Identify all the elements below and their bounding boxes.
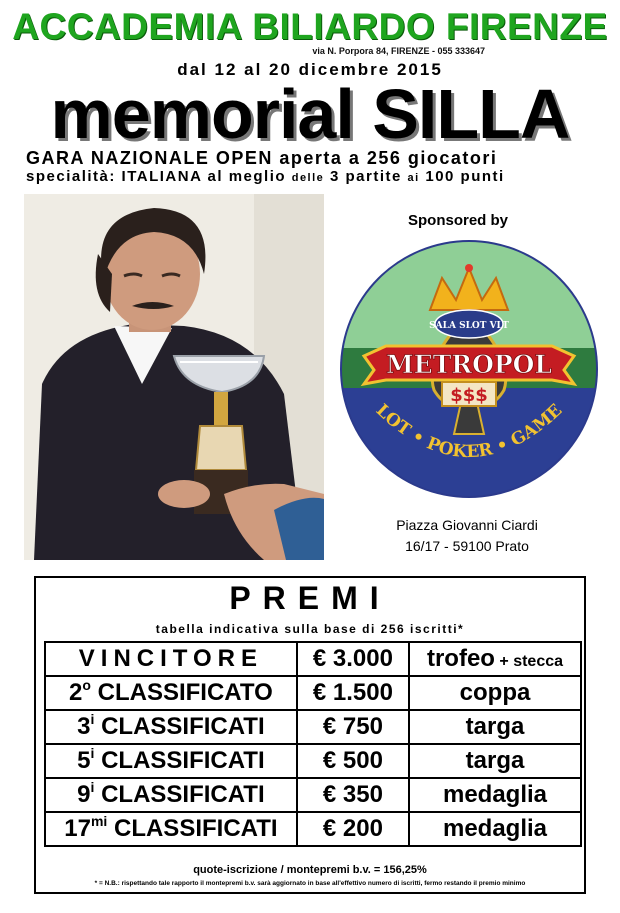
quote-note: quote-iscrizione / montepremi b.v. = 156,25% bbox=[193, 864, 427, 876]
table-row bbox=[45, 744, 581, 778]
sponsor-address-line1: Piazza Giovanni Ciardi bbox=[396, 517, 538, 533]
position-suffix: i bbox=[90, 779, 95, 795]
position-suffix: i bbox=[90, 745, 95, 761]
position-number: 17 bbox=[64, 815, 91, 842]
prize-award bbox=[409, 642, 581, 676]
position-number: 2 bbox=[69, 679, 83, 706]
specialty-part: specialità: ITALIANA al meglio bbox=[26, 168, 287, 185]
specialty-part: delle bbox=[291, 172, 325, 184]
event-specialty bbox=[26, 168, 505, 185]
specialty-part: 3 partite bbox=[329, 168, 402, 185]
header-title: ACCADEMIA BILIARDO FIRENZE bbox=[12, 6, 608, 47]
prize-award: targa bbox=[409, 710, 581, 744]
prize-amount: € 350 bbox=[297, 778, 409, 812]
logo-name-text: METROPOL bbox=[385, 350, 553, 379]
position-label: CLASSIFICATI bbox=[94, 747, 265, 774]
specialty-part: ai bbox=[407, 172, 420, 184]
prize-amount: € 3.000 bbox=[297, 642, 409, 676]
metropol-logo-icon bbox=[338, 238, 600, 500]
prize-table bbox=[44, 641, 582, 847]
position-number: 3 bbox=[77, 713, 91, 740]
table-row bbox=[45, 676, 581, 710]
table-row bbox=[45, 710, 581, 744]
portrait-photo bbox=[24, 194, 324, 560]
prize-amount: € 1.500 bbox=[297, 676, 409, 710]
position-suffix: i bbox=[90, 711, 95, 727]
prize-position: VINCITORE bbox=[45, 642, 297, 676]
prize-award: coppa bbox=[409, 676, 581, 710]
prize-box bbox=[34, 576, 586, 894]
sponsored-by-label: Sponsored by bbox=[408, 212, 509, 229]
position-label: CLASSIFICATI bbox=[94, 781, 265, 808]
prize-award: medaglia bbox=[409, 812, 581, 846]
sponsor-logo bbox=[338, 238, 600, 500]
sponsor-address bbox=[340, 515, 594, 557]
event-dates: dal 12 al 20 dicembre 2015 bbox=[177, 60, 443, 79]
table-row bbox=[45, 812, 581, 846]
sponsor-address-line2: 16/17 - 59100 Prato bbox=[405, 538, 529, 554]
prize-title: PREMI bbox=[229, 580, 391, 616]
prize-subtitle: tabella indicativa sulla base di 256 iscritti* bbox=[155, 622, 465, 636]
position-number: 5 bbox=[77, 747, 91, 774]
table-row bbox=[45, 778, 581, 812]
footnote: * = N.B.: rispettando tale rapporto il montepremi b.v. sarà aggiornato in base all'effettivo numero di iscritti, fermo restando il premio minimo bbox=[94, 880, 526, 887]
event-title: memorial SILLA bbox=[50, 75, 570, 153]
logo-top-text: SALA SLOT VLT bbox=[429, 321, 509, 331]
specialty-part: 100 punti bbox=[425, 168, 505, 185]
award-main: trofeo bbox=[426, 645, 495, 672]
position-label: CLASSIFICATI bbox=[94, 713, 265, 740]
position-suffix: mi bbox=[90, 813, 108, 829]
prize-position bbox=[45, 812, 297, 846]
prize-amount: € 500 bbox=[297, 744, 409, 778]
prize-position bbox=[45, 676, 297, 710]
table-row bbox=[45, 642, 581, 676]
prize-amount: € 200 bbox=[297, 812, 409, 846]
prize-award: medaglia bbox=[409, 778, 581, 812]
portrait-illustration bbox=[24, 194, 324, 560]
award-extra: + stecca bbox=[494, 653, 564, 670]
position-label: CLASSIFICATO bbox=[90, 679, 273, 706]
prize-position bbox=[45, 744, 297, 778]
prize-position bbox=[45, 778, 297, 812]
position-label: CLASSIFICATI bbox=[107, 815, 278, 842]
logo-bottom-textpath: LOT • POKER • GAME bbox=[371, 400, 567, 463]
event-subtitle: GARA NAZIONALE OPEN aperta a 256 giocatori bbox=[26, 148, 498, 168]
logo-symbols-text: $$$ bbox=[450, 385, 488, 406]
prize-amount: € 750 bbox=[297, 710, 409, 744]
position-suffix: o bbox=[82, 677, 91, 693]
prize-award: targa bbox=[409, 744, 581, 778]
position-number: 9 bbox=[77, 781, 91, 808]
prize-position bbox=[45, 710, 297, 744]
venue-address: via N. Porpora 84, FIRENZE - 055 333647 bbox=[312, 46, 485, 56]
